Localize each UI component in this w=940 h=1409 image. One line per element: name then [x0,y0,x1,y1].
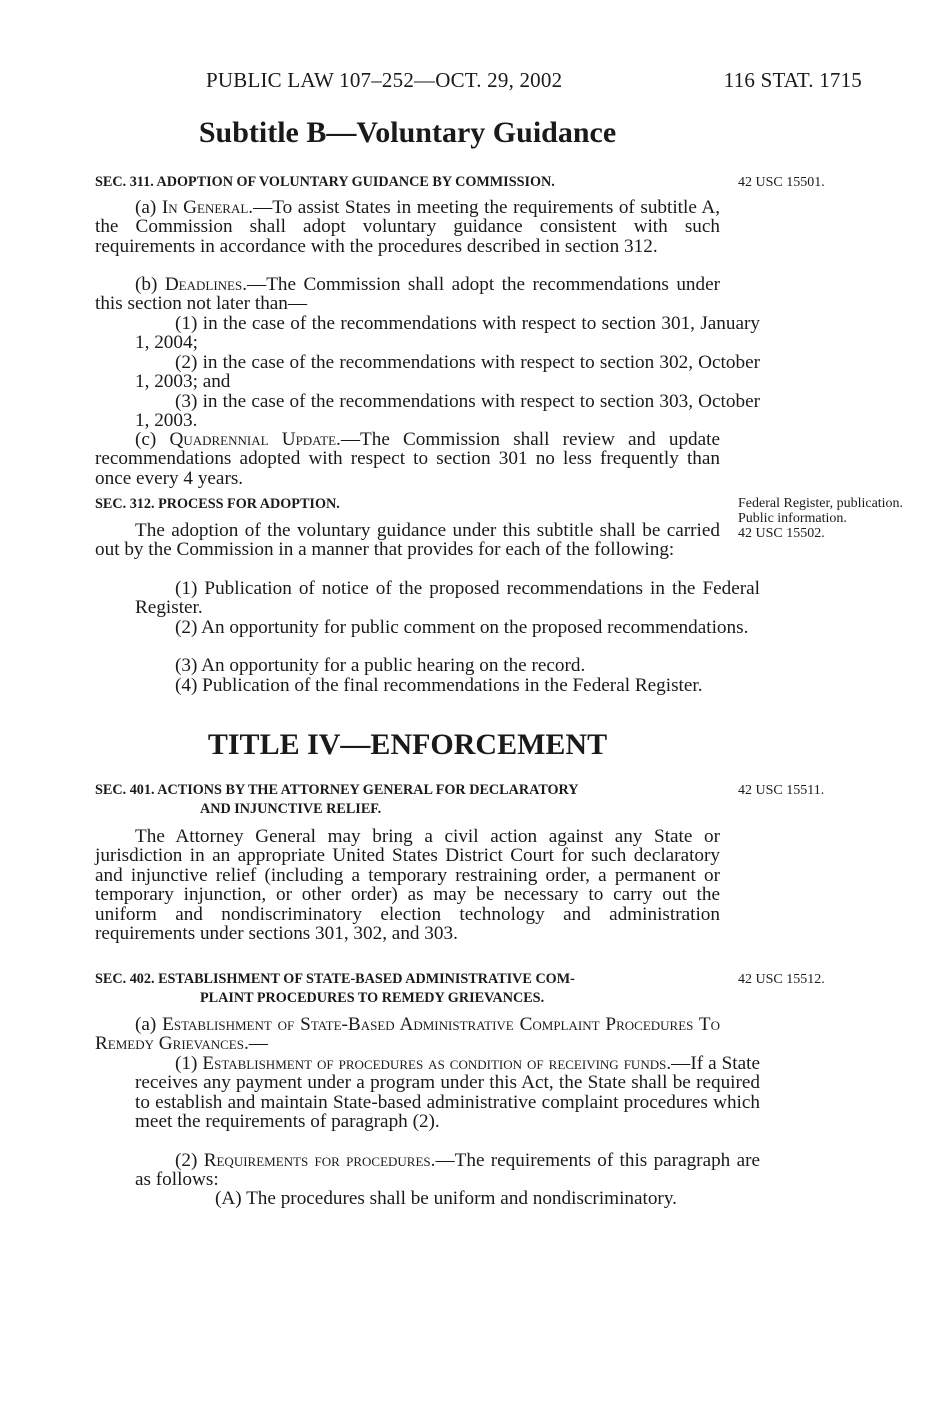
sec-402-a-1: (1) Establishment of procedures as condition of receiving funds.—If a State receives any payment under a program under this Act, the State shall be required to establish and maintain State-based administrative complaint procedures which meet the requirements of paragraph (2). [135,1053,760,1133]
sec-402-a-2-A: (A) The procedures shall be uniform and nondiscriminatory. [215,1188,677,1209]
running-header-left: PUBLIC LAW 107–252—OCT. 29, 2002 [206,68,563,92]
subtitle-heading: Subtitle B—Voluntary Guidance [198,116,617,149]
sec-311-a: (a) In General.—To assist States in meeting the requirements of subtitle A, the Commission shall adopt voluntary guidance consistent with such requirements in accordance with the procedures described in section 312. [95,197,720,257]
sec-311-margin-note: 42 USC 15501. [738,175,825,190]
sec-402-margin-note: 42 USC 15512. [738,972,825,987]
sec-311-b-caption: Deadlines. [164,274,248,295]
sec-401-heading: SEC. 401. ACTIONS BY THE ATTORNEY GENERAL FOR DECLARATORY AND INJUNCTIVE RELIEF. [95,782,579,817]
sec-312-item-4: (4) Publication of the final recommendations in the Federal Register. [175,675,703,696]
sec-311-b: (b) Deadlines.—The Commission shall adopt the recommendations under this section not later than— [95,274,720,315]
sec-311-a-caption: In General. [161,197,254,218]
sec-311-heading: SEC. 311. ADOPTION OF VOLUNTARY GUIDANCE BY COMMISSION. [95,174,555,190]
sec-311-c-caption: Quadrennial Update. [169,429,341,450]
title-heading: TITLE IV—ENFORCEMENT [207,728,608,761]
sec-311-c: (c) Quadrennial Update.—The Commission shall review and update recommendations adopted with respect to section 301 no less frequently than once every 4 years. [95,429,720,489]
sec-312-intro: The adoption of the voluntary guidance under this subtitle shall be carried out by the Commission in a manner that provides for each of the following: [95,520,720,561]
sec-402-a-1-caption: Establishment of procedures as condition of receiving funds. [202,1053,672,1074]
sec-402-heading: SEC. 402. ESTABLISHMENT OF STATE-BASED ADMINISTRATIVE COM- PLAINT PROCEDURES TO REMEDY GRIEVANCES. [95,971,575,1006]
sec-311-b-2: (2) in the case of the recommendations with respect to section 302, October 1, 2003; and [135,352,760,393]
sec-312-margin-notes [738,496,908,541]
sec-402-a: (a) Establishment of State-Based Administrative Complaint Procedures To Remedy Grievances.— [95,1014,720,1055]
sec-402-a-2-caption: Requirements for procedures. [203,1150,436,1171]
sec-312-item-1: (1) Publication of notice of the proposed recommendations in the Federal Register. [135,578,760,619]
sec-311-b-3: (3) in the case of the recommendations with respect to section 303, October 1, 2003. [135,391,760,432]
margin-note-usc: 42 USC 15502. [738,526,825,541]
margin-note-public-information: Public information. [738,511,847,526]
sec-402-a-caption: Establishment of State-Based Administrative Complaint Procedures To Remedy Grievances. [95,1014,720,1055]
sec-312-heading: SEC. 312. PROCESS FOR ADOPTION. [95,496,340,512]
sec-311-b-1: (1) in the case of the recommendations with respect to section 301, January 1, 2004; [135,313,760,354]
running-header-right: 116 STAT. 1715 [723,68,862,92]
sec-312-item-2: (2) An opportunity for public comment on the proposed recommendations. [175,617,749,638]
sec-401-text: The Attorney General may bring a civil action against any State or jurisdiction in an appropriate United States District Court for such declaratory and injunctive relief (including a temporary restraining order, a permanent or temporary injunction, or other order) as may be necessary to carry out the uniform and nondiscriminatory election technology and administration requirements under sections 301, 302, and 303. [95,826,720,945]
sec-402-a-2: (2) Requirements for procedures.—The requirements of this paragraph are as follows: [135,1150,761,1191]
sec-312-item-3: (3) An opportunity for a public hearing on the record. [175,655,586,676]
sec-401-margin-note: 42 USC 15511. [738,783,825,798]
margin-note-federal-register: Federal Register, publication. [738,496,904,511]
